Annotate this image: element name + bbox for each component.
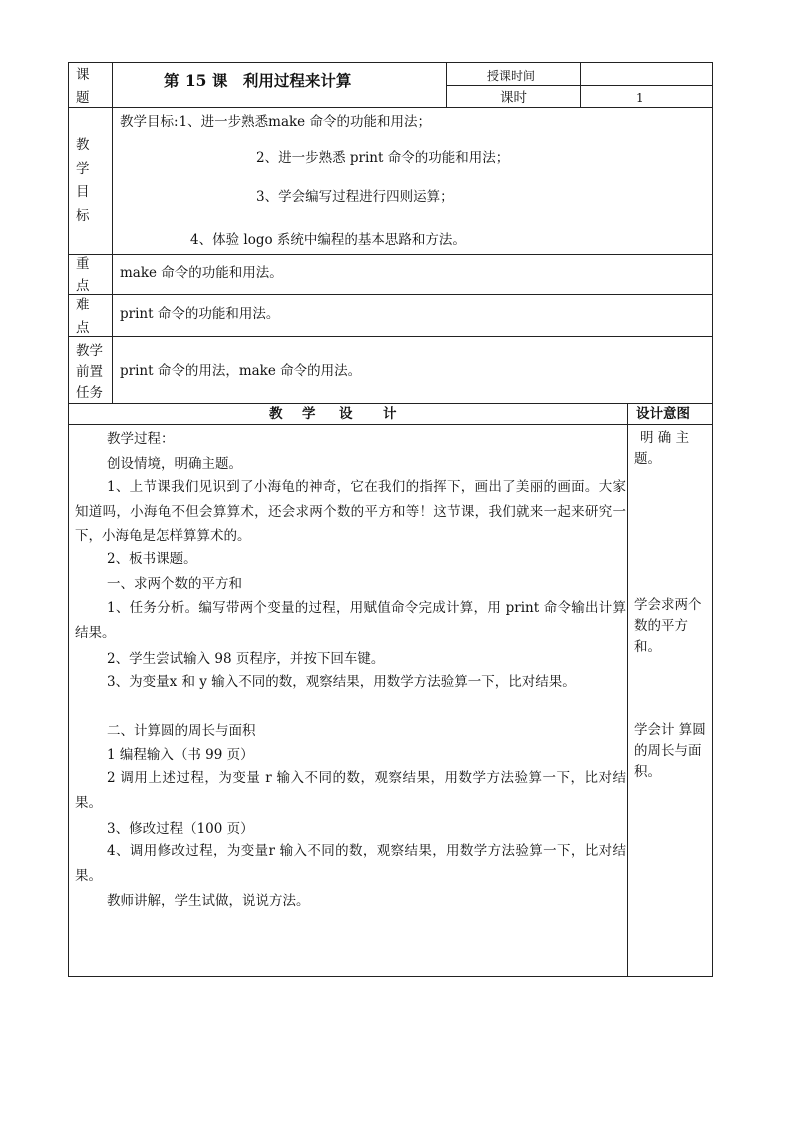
class-hours-value: 1 xyxy=(636,91,644,105)
process-line: 教师讲解，学生试做，说说方法。 xyxy=(107,893,310,909)
row-divider xyxy=(68,424,713,425)
design-header-char: 学 xyxy=(302,406,316,422)
row-divider xyxy=(68,403,713,404)
col-divider xyxy=(580,62,581,107)
class-hours-label: 课时 xyxy=(500,90,527,106)
process-paragraph: 4、调用修改过程，为变量r 输入不同的数，观察结果，用数学方法验算一下，比对结果。 xyxy=(75,843,626,884)
objective-item-3: 3、学会编写过程进行四则运算； xyxy=(256,189,454,205)
process-line: 2、学生尝试输入 98 页程序，并按下回车键。 xyxy=(107,651,385,667)
process-paragraph: 3、为变量x 和 y 输入不同的数，观察结果，用数学方法验算一下，比对结果。 xyxy=(107,674,576,690)
col-divider xyxy=(112,62,113,403)
teaching-time-label: 授课时间 xyxy=(487,69,536,83)
design-header-char: 设 xyxy=(339,406,353,422)
objectives-label-4: 标 xyxy=(76,208,90,224)
process-section-heading: 二、计算圆的周长与面积 xyxy=(107,723,256,739)
objectives-label-1: 教 xyxy=(76,137,90,153)
design-intent-header: 设计意图 xyxy=(636,406,690,422)
process-paragraph: 2 调用上述过程，为变量 r 输入不同的数，观察结果，用数学方法验算一下，比对结果。 xyxy=(75,770,626,811)
col-divider xyxy=(446,62,447,107)
difficulty-label-1: 难 xyxy=(76,297,90,313)
difficulty-label-2: 点 xyxy=(76,320,90,336)
process-paragraph: 1、上节课我们见识到了小海龟的神奇，它在我们的指挥下，画出了美丽的画面。大家知道吗，小海龟不但会算算术，还会求两个数的平方和等！这节课，我们就来一起来研究一下，小海龟是怎样算算术的。 xyxy=(75,479,626,545)
row-divider xyxy=(68,107,713,108)
preview-task-label-3: 任务 xyxy=(76,385,103,401)
design-intent-2: 学会求两个数的平方和。 xyxy=(634,597,702,655)
process-paragraph: 1、任务分析。编写带两个变量的过程，用赋值命令完成计算，用 print 命令输出计算结果。 xyxy=(75,600,626,641)
objective-item-4: 4、体验 logo 系统中编程的基本思路和方法。 xyxy=(190,232,466,248)
process-line: 3、修改过程（100 页） xyxy=(107,821,254,837)
row-divider xyxy=(68,294,713,295)
process-line: 2、板书课题。 xyxy=(107,551,197,567)
design-header-char: 计 xyxy=(383,406,397,422)
process-line: 1 编程输入（书 99 页） xyxy=(107,747,254,763)
preview-task-label-1: 教学 xyxy=(76,343,103,359)
objective-item-2: 2、进一步熟悉 print 命令的功能和用法； xyxy=(256,150,510,166)
row-divider xyxy=(68,336,713,337)
preview-task-label-2: 前置 xyxy=(76,364,103,380)
process-line: 创设情境，明确主题。 xyxy=(107,456,242,472)
objectives-label-2: 学 xyxy=(76,161,90,177)
col-divider xyxy=(627,403,628,977)
design-intent-1: 明 确 主 题。 xyxy=(634,430,690,467)
key-point-label-2: 点 xyxy=(76,278,90,294)
row-divider xyxy=(68,254,713,255)
preview-task-text: print 命令的用法，make 命令的用法。 xyxy=(120,363,362,379)
objective-item-1: 教学目标:1、进一步熟悉make 命令的功能和用法； xyxy=(120,114,431,130)
process-line: 教学过程： xyxy=(107,431,175,447)
difficulty-text: print 命令的功能和用法。 xyxy=(120,306,280,322)
subject-label-1: 课 xyxy=(76,67,90,83)
objectives-label-3: 目 xyxy=(76,184,90,200)
design-header-char: 教 xyxy=(269,406,283,422)
design-intent-3: 学会计 算圆的周长与面积。 xyxy=(634,722,706,780)
process-section-heading: 一、求两个数的平方和 xyxy=(107,576,242,592)
subject-label-2: 题 xyxy=(76,90,90,106)
key-point-text: make 命令的功能和用法。 xyxy=(120,265,283,281)
key-point-label-1: 重 xyxy=(76,256,90,272)
lesson-title: 第 15 课 利用过程来计算 xyxy=(164,71,352,90)
